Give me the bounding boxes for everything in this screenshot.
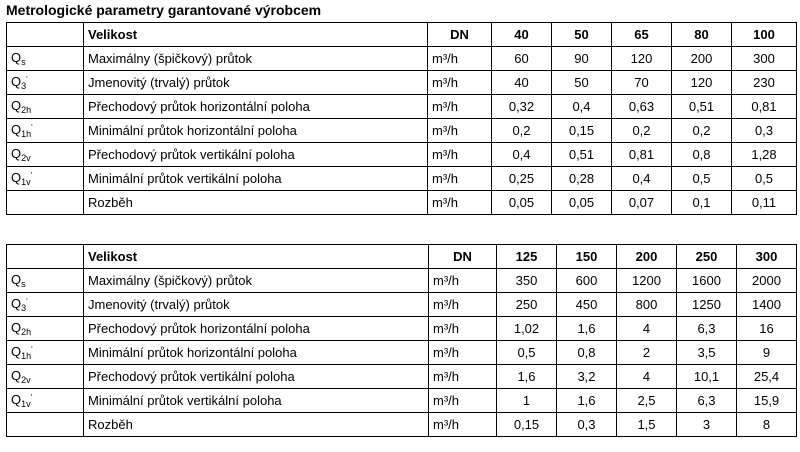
symbol-letter: Q: [11, 368, 22, 383]
row-symbol: [7, 95, 84, 119]
value-cell: 70: [612, 71, 672, 95]
parameters-table-1: [6, 22, 797, 215]
value-cell: 300: [732, 47, 797, 71]
value-cell: 1400: [737, 293, 797, 317]
header-dn: DN: [428, 23, 492, 47]
symbol-subscript: 2h: [21, 105, 32, 115]
value-cell: 350: [497, 269, 557, 293]
value-cell: 600: [557, 269, 617, 293]
value-cell: 1,6: [557, 389, 617, 413]
value-cell: 10,1: [677, 365, 737, 389]
header-size: 125: [497, 245, 557, 269]
value-cell: 0,07: [612, 191, 672, 215]
table-row: [7, 293, 797, 317]
value-cell: 40: [492, 71, 552, 95]
row-description: Maximálny (špičkový) průtok: [84, 269, 429, 293]
table-row: [7, 389, 797, 413]
header-velikost: Velikost: [84, 23, 428, 47]
value-cell: 0,8: [557, 341, 617, 365]
table-row: [7, 269, 797, 293]
symbol-letter: Q: [11, 320, 22, 335]
symbol-prime: ': [31, 123, 33, 132]
value-cell: 1,28: [732, 143, 797, 167]
row-symbol: [7, 167, 84, 191]
symbol-subscript: 1h: [21, 351, 32, 361]
row-description: Minimální průtok vertikální poloha: [84, 389, 429, 413]
table-row: [7, 143, 797, 167]
symbol-prime: ': [31, 345, 33, 354]
value-cell: 9: [737, 341, 797, 365]
table-row: [7, 95, 797, 119]
table-row: [7, 317, 797, 341]
value-cell: 0,5: [732, 167, 797, 191]
value-cell: 0,11: [732, 191, 797, 215]
row-symbol: [7, 269, 84, 293]
symbol-letter: Q: [11, 98, 22, 113]
row-symbol: [7, 47, 84, 71]
value-cell: 1,6: [557, 317, 617, 341]
symbol-letter: Q: [11, 74, 22, 89]
row-description: Maximálny (špičkový) průtok: [84, 47, 428, 71]
row-unit: m³/h: [428, 71, 492, 95]
symbol-subscript: 2h: [21, 327, 32, 337]
value-cell: 0,1: [672, 191, 732, 215]
row-description: Jmenovitý (trvalý) průtok: [84, 71, 428, 95]
header-size: 200: [617, 245, 677, 269]
symbol-prime: ': [30, 171, 33, 180]
row-symbol: [7, 71, 84, 95]
row-unit: m³/h: [429, 365, 497, 389]
row-symbol: [7, 365, 84, 389]
header-size: 65: [612, 23, 672, 47]
value-cell: 16: [737, 317, 797, 341]
row-symbol: [7, 119, 84, 143]
value-cell: 230: [732, 71, 797, 95]
value-cell: 2,5: [617, 389, 677, 413]
value-cell: 0,63: [612, 95, 672, 119]
row-unit: m³/h: [429, 317, 497, 341]
value-cell: 0,51: [672, 95, 732, 119]
row-symbol: [7, 317, 84, 341]
row-description: Minimální průtok vertikální poloha: [84, 167, 428, 191]
header-velikost: Velikost: [84, 245, 429, 269]
value-cell: 0,5: [672, 167, 732, 191]
header-row: [7, 23, 797, 47]
row-unit: m³/h: [428, 47, 492, 71]
row-description: Minimální průtok horizontální poloha: [84, 119, 428, 143]
value-cell: 1,02: [497, 317, 557, 341]
symbol-subscript: 2v: [21, 375, 31, 385]
table-row: [7, 47, 797, 71]
value-cell: 0,81: [732, 95, 797, 119]
symbol-letter: Q: [11, 122, 22, 137]
value-cell: 0,32: [492, 95, 552, 119]
value-cell: 0,4: [552, 95, 612, 119]
value-cell: 0,2: [492, 119, 552, 143]
header-dn: DN: [429, 245, 497, 269]
value-cell: 1600: [677, 269, 737, 293]
value-cell: 0,51: [552, 143, 612, 167]
value-cell: 0,8: [672, 143, 732, 167]
value-cell: 2: [617, 341, 677, 365]
value-cell: 800: [617, 293, 677, 317]
header-size: 40: [492, 23, 552, 47]
value-cell: 0,05: [552, 191, 612, 215]
symbol-letter: Q: [11, 392, 22, 407]
header-size: 150: [557, 245, 617, 269]
row-unit: m³/h: [428, 119, 492, 143]
value-cell: 3,5: [677, 341, 737, 365]
row-unit: m³/h: [429, 413, 497, 437]
value-cell: 1200: [617, 269, 677, 293]
value-cell: 0,15: [552, 119, 612, 143]
symbol-subscript: 2v: [21, 153, 31, 163]
parameters-table-2: [6, 244, 797, 437]
symbol-subscript: 3: [21, 303, 27, 313]
row-description: Přechodový průtok vertikální poloha: [84, 143, 428, 167]
row-unit: m³/h: [429, 389, 497, 413]
symbol-letter: Q: [11, 272, 22, 287]
header-size: 80: [672, 23, 732, 47]
header-size: 50: [552, 23, 612, 47]
symbol-letter: Q: [11, 170, 22, 185]
row-unit: m³/h: [428, 167, 492, 191]
value-cell: 1,5: [617, 413, 677, 437]
symbol-subscript: 1v: [21, 399, 31, 409]
row-description: Rozběh: [84, 413, 429, 437]
symbol-letter: Q: [11, 344, 22, 359]
value-cell: 1,6: [497, 365, 557, 389]
page-title: Metrologické parametry garantované výrobcem: [6, 2, 322, 18]
header-size: 250: [677, 245, 737, 269]
symbol-subscript: s: [21, 57, 26, 67]
symbol-prime: ': [26, 297, 28, 306]
symbol-subscript: 1h: [21, 129, 32, 139]
row-unit: m³/h: [428, 143, 492, 167]
value-cell: 0,2: [612, 119, 672, 143]
symbol-subscript: 3: [21, 81, 27, 91]
symbol-subscript: s: [21, 279, 26, 289]
row-symbol: [7, 413, 84, 437]
value-cell: 1: [497, 389, 557, 413]
value-cell: 60: [492, 47, 552, 71]
table-row: [7, 413, 797, 437]
row-unit: m³/h: [429, 341, 497, 365]
value-cell: 0,3: [557, 413, 617, 437]
row-symbol: [7, 389, 84, 413]
row-description: Přechodový průtok horizontální poloha: [84, 95, 428, 119]
header-size: 300: [737, 245, 797, 269]
row-unit: m³/h: [429, 293, 497, 317]
value-cell: 200: [672, 47, 732, 71]
table-row: [7, 71, 797, 95]
symbol-letter: Q: [11, 296, 22, 311]
value-cell: 4: [617, 317, 677, 341]
value-cell: 3: [677, 413, 737, 437]
row-unit: m³/h: [428, 95, 492, 119]
header-row: [7, 245, 797, 269]
table-row: [7, 167, 797, 191]
table-row: [7, 191, 797, 215]
value-cell: 0,3: [732, 119, 797, 143]
header-empty: [7, 23, 84, 47]
row-description: Jmenovitý (trvalý) průtok: [84, 293, 429, 317]
symbol-prime: ': [30, 393, 33, 402]
row-description: Přechodový průtok horizontální poloha: [84, 317, 429, 341]
symbol-subscript: 1v: [21, 177, 31, 187]
row-symbol: [7, 191, 84, 215]
value-cell: 25,4: [737, 365, 797, 389]
value-cell: 8: [737, 413, 797, 437]
value-cell: 0,4: [612, 167, 672, 191]
row-symbol: [7, 293, 84, 317]
row-unit: m³/h: [429, 269, 497, 293]
value-cell: 1250: [677, 293, 737, 317]
value-cell: 0,5: [497, 341, 557, 365]
value-cell: 0,05: [492, 191, 552, 215]
table-row: [7, 365, 797, 389]
value-cell: 3,2: [557, 365, 617, 389]
value-cell: 0,15: [497, 413, 557, 437]
table-row: [7, 341, 797, 365]
symbol-letter: Q: [11, 50, 22, 65]
value-cell: 0,2: [672, 119, 732, 143]
symbol-letter: Q: [11, 146, 22, 161]
row-description: Rozběh: [84, 191, 428, 215]
value-cell: 15,9: [737, 389, 797, 413]
value-cell: 2000: [737, 269, 797, 293]
header-empty: [7, 245, 84, 269]
row-description: Přechodový průtok vertikální poloha: [84, 365, 429, 389]
value-cell: 450: [557, 293, 617, 317]
row-symbol: [7, 341, 84, 365]
value-cell: 6,3: [677, 317, 737, 341]
value-cell: 50: [552, 71, 612, 95]
table-row: [7, 119, 797, 143]
value-cell: 90: [552, 47, 612, 71]
value-cell: 0,28: [552, 167, 612, 191]
value-cell: 4: [617, 365, 677, 389]
value-cell: 0,81: [612, 143, 672, 167]
value-cell: 250: [497, 293, 557, 317]
symbol-prime: ': [26, 75, 28, 84]
row-symbol: [7, 143, 84, 167]
row-description: Minimální průtok horizontální poloha: [84, 341, 429, 365]
row-unit: m³/h: [428, 191, 492, 215]
value-cell: 0,4: [492, 143, 552, 167]
value-cell: 120: [612, 47, 672, 71]
value-cell: 120: [672, 71, 732, 95]
value-cell: 6,3: [677, 389, 737, 413]
value-cell: 0,25: [492, 167, 552, 191]
header-size: 100: [732, 23, 797, 47]
